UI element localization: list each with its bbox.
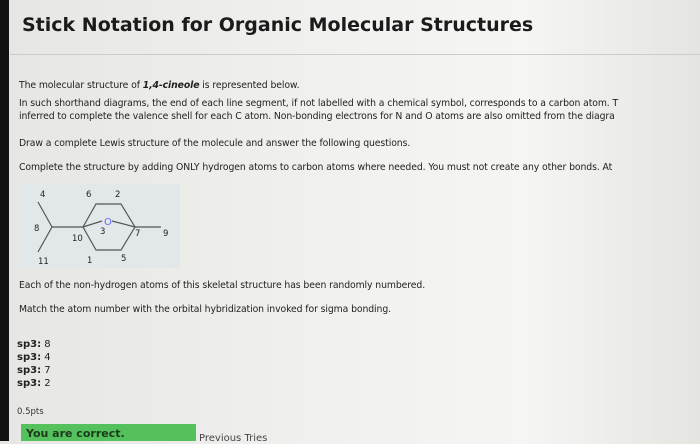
numbering-note: Each of the non-hydrogen atoms of this skeletal structure has been randomly numbered.: [19, 280, 426, 291]
molecule-name: 1,4-cineole: [142, 80, 200, 91]
atom-label-4: 4: [40, 190, 46, 200]
molecule-diagram: [19, 184, 180, 268]
atom-label-3: 3: [100, 227, 106, 237]
complete-instruction: Complete the structure by adding ONLY hydrogen atoms to carbon atoms where needed. You must not create any other bonds. At: [19, 162, 613, 173]
answer-label: sp3:: [17, 339, 42, 350]
intro-prefix: The molecular structure of: [19, 80, 143, 91]
atom-label-10: 10: [72, 234, 83, 244]
answer-value[interactable]: 4: [44, 352, 51, 363]
answer-label: sp3:: [17, 352, 42, 363]
atom-label-8: 8: [34, 224, 40, 234]
answer-label: sp3:: [17, 365, 42, 376]
screen-edge: [0, 0, 9, 441]
answer-value[interactable]: 7: [44, 365, 51, 376]
answer-value[interactable]: 8: [44, 339, 51, 350]
match-instruction: Match the atom number with the orbital hybridization invoked for sigma bonding.: [19, 304, 391, 315]
atom-label-2: 2: [115, 190, 121, 200]
correct-feedback-banner: You are correct.: [21, 424, 196, 441]
answer-value[interactable]: 2: [44, 378, 51, 389]
atom-label-9: 9: [163, 229, 169, 239]
answer-row: [17, 365, 51, 376]
points-label: 0.5pts: [17, 407, 44, 417]
divider: [10, 54, 700, 55]
atom-label-11: 11: [38, 257, 49, 267]
answer-row: [17, 339, 51, 350]
previous-tries-link[interactable]: Previous Tries: [199, 433, 268, 444]
intro-suffix: is represented below.: [199, 80, 300, 91]
page-title: Stick Notation for Organic Molecular Structures: [22, 14, 534, 36]
atom-label-6: 6: [86, 190, 92, 200]
answer-row: [17, 352, 51, 363]
answer-label: sp3:: [17, 378, 42, 389]
atom-label-1: 1: [87, 256, 93, 266]
intro-text: [19, 80, 299, 91]
answer-row: [17, 378, 51, 389]
atom-label-7: 7: [135, 229, 141, 239]
instruction-line-2: inferred to complete the valence shell for each C atom. Non-bonding electrons for N and O atoms are also omitted from the diagra: [19, 111, 615, 122]
atom-label-5: 5: [121, 254, 127, 264]
oxygen-atom: O: [104, 217, 112, 228]
instruction-line-1: In such shorthand diagrams, the end of each line segment, if not labelled with a chemical symbol, corresponds to a carbon atom. T: [19, 98, 619, 109]
draw-instruction: Draw a complete Lewis structure of the molecule and answer the following questions.: [19, 138, 411, 149]
